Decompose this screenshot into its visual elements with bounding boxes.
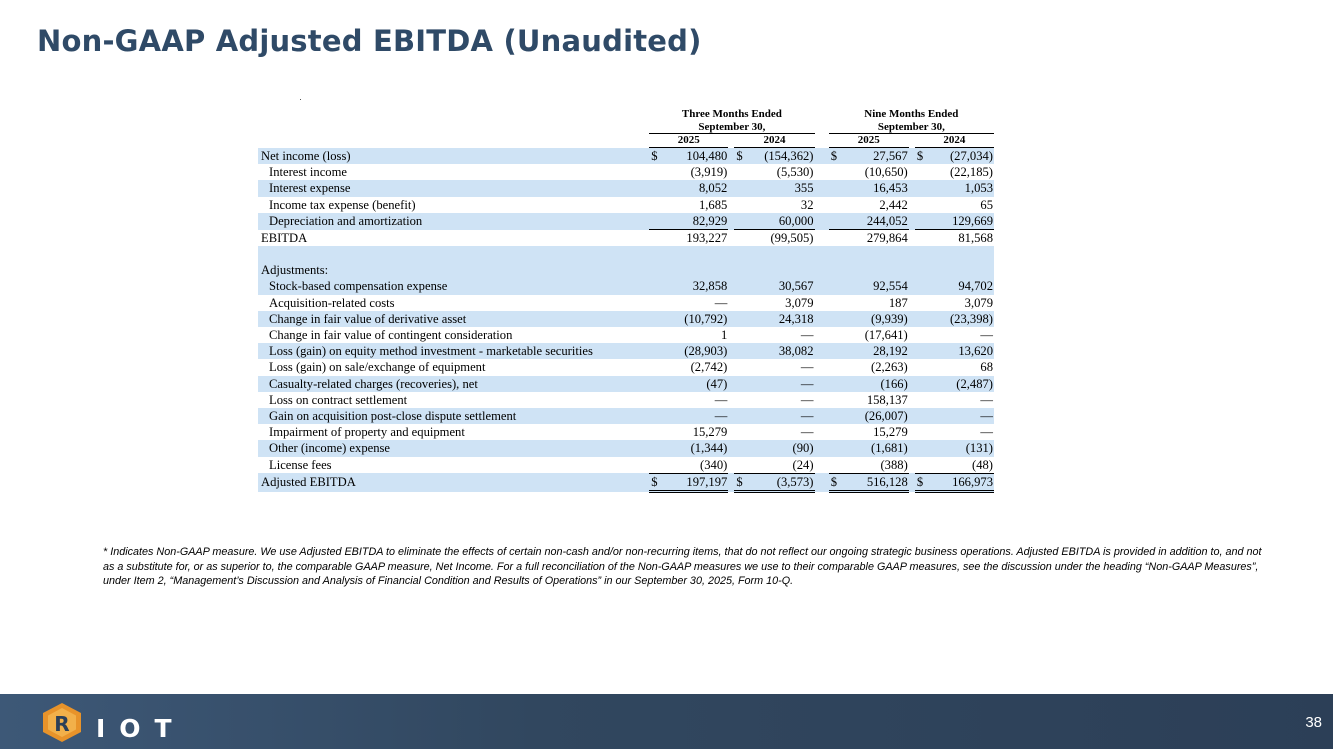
- table-row: [258, 343, 994, 359]
- table-row: [258, 457, 994, 474]
- currency-symbol: [649, 213, 661, 230]
- table-row: [258, 473, 994, 491]
- currency-symbol: [915, 440, 927, 456]
- table-row: [258, 180, 994, 196]
- table-row: [258, 278, 994, 294]
- cell-value: (10,792): [661, 311, 728, 327]
- row-label: Depreciation and amortization: [258, 213, 649, 230]
- riot-hexagon-icon: [40, 702, 84, 742]
- currency-symbol: [829, 180, 841, 196]
- stray-dot: [300, 99, 301, 100]
- cell-value: 1: [721, 328, 728, 343]
- currency-symbol: [829, 164, 841, 180]
- currency-symbol: [649, 343, 661, 359]
- cell-value: 3,079: [785, 295, 814, 310]
- currency-symbol: [734, 295, 746, 311]
- currency-symbol: [915, 262, 927, 278]
- cell-value: —: [800, 425, 814, 440]
- cell-value: [841, 262, 909, 278]
- currency-symbol: [829, 408, 841, 424]
- cell-value: (99,505): [770, 231, 814, 246]
- cell-value: 15,279: [692, 425, 728, 440]
- nine-months-header-line2: September 30,: [829, 121, 994, 134]
- table-row: [258, 327, 994, 343]
- currency-symbol: [829, 343, 841, 359]
- cell-value: 8,052: [661, 180, 728, 196]
- currency-symbol: $: [915, 148, 927, 165]
- cell-value: (2,742): [690, 360, 728, 375]
- row-label: Change in fair value of derivative asset: [258, 311, 649, 327]
- cell-value: (3,573): [747, 473, 815, 491]
- cell-value: —: [980, 425, 993, 440]
- currency-symbol: [649, 311, 661, 327]
- cell-value: —: [800, 360, 814, 375]
- cell-value: 28,192: [841, 343, 909, 359]
- currency-symbol: [829, 376, 841, 392]
- currency-symbol: [649, 262, 661, 278]
- table-row: [258, 262, 994, 278]
- cell-value: (22,185): [949, 165, 993, 180]
- cell-value: 16,453: [841, 180, 909, 196]
- currency-symbol: [649, 278, 661, 294]
- currency-symbol: $: [734, 473, 746, 491]
- currency-symbol: [734, 230, 746, 247]
- currency-symbol: [649, 295, 661, 311]
- currency-symbol: [829, 440, 841, 456]
- year-header: 2024: [915, 134, 994, 148]
- cell-value: 27,567: [841, 148, 909, 165]
- currency-symbol: [649, 457, 661, 474]
- cell-value: —: [980, 392, 993, 407]
- currency-symbol: [915, 359, 927, 375]
- currency-symbol: [649, 180, 661, 196]
- cell-value: (166): [841, 376, 909, 392]
- currency-symbol: [649, 230, 661, 247]
- cell-value: —: [661, 408, 728, 424]
- currency-symbol: [915, 230, 927, 247]
- currency-symbol: [915, 327, 927, 343]
- currency-symbol: [915, 376, 927, 392]
- cell-value: 30,567: [747, 278, 815, 294]
- year-header: 2025: [829, 134, 909, 148]
- table-row: [258, 148, 994, 165]
- currency-symbol: [829, 278, 841, 294]
- cell-value: (1,681): [841, 440, 909, 456]
- cell-value: 81,568: [958, 231, 993, 246]
- year-header: 2025: [649, 134, 728, 148]
- cell-value: (2,487): [927, 376, 994, 392]
- currency-symbol: [915, 164, 927, 180]
- cell-value: (28,903): [661, 343, 728, 359]
- riot-logo: [40, 702, 186, 743]
- currency-symbol: [915, 408, 927, 424]
- cell-value: —: [800, 392, 814, 407]
- cell-value: —: [747, 408, 815, 424]
- cell-value: [747, 262, 815, 278]
- cell-value: (3,919): [690, 165, 728, 180]
- cell-value: —: [927, 408, 994, 424]
- currency-symbol: [734, 213, 746, 230]
- cell-value: 516,128: [841, 473, 909, 491]
- nine-months-header-line1: Nine Months Ended: [864, 108, 959, 120]
- cell-value: (9,939): [841, 311, 909, 327]
- cell-value: (90): [747, 440, 815, 456]
- row-label: EBITDA: [261, 230, 308, 245]
- table-row: [258, 359, 994, 375]
- table-row: [258, 376, 994, 392]
- currency-symbol: [829, 327, 841, 343]
- currency-symbol: [734, 164, 746, 180]
- currency-symbol: $: [649, 473, 661, 491]
- currency-symbol: [649, 359, 661, 375]
- table-row: [258, 230, 994, 247]
- currency-symbol: [734, 343, 746, 359]
- logo-wordmark: IOT: [96, 714, 186, 743]
- row-label: Interest expense: [258, 180, 649, 196]
- cell-value: 355: [747, 180, 815, 196]
- cell-value: (23,398): [927, 311, 994, 327]
- cell-value: 15,279: [873, 425, 908, 440]
- currency-symbol: [649, 392, 661, 408]
- cell-value: 129,669: [927, 213, 994, 230]
- cell-value: 1,053: [927, 180, 994, 196]
- currency-symbol: [734, 376, 746, 392]
- cell-value: 65: [980, 197, 993, 212]
- currency-symbol: [829, 359, 841, 375]
- ebitda-reconciliation-table: [258, 108, 994, 493]
- row-label: Loss (gain) on equity method investment - marketable securities: [258, 343, 649, 359]
- currency-symbol: [649, 197, 661, 213]
- cell-value: 60,000: [747, 213, 815, 230]
- row-label: Net income (loss): [258, 148, 649, 165]
- currency-symbol: [915, 457, 927, 474]
- currency-symbol: [829, 295, 841, 311]
- cell-value: (10,650): [864, 165, 908, 180]
- cell-value: 244,052: [841, 213, 909, 230]
- currency-symbol: [829, 197, 841, 213]
- currency-symbol: [734, 440, 746, 456]
- cell-value: (27,034): [927, 148, 994, 165]
- currency-symbol: [915, 180, 927, 196]
- currency-symbol: [649, 440, 661, 456]
- three-months-header-line1: Three Months Ended: [681, 108, 782, 120]
- currency-symbol: [649, 376, 661, 392]
- currency-symbol: [734, 392, 746, 408]
- table-row: [258, 408, 994, 424]
- currency-symbol: [829, 392, 841, 408]
- cell-value: 104,480: [661, 148, 728, 165]
- cell-value: [661, 262, 728, 278]
- cell-value: 24,318: [747, 311, 815, 327]
- year-header: 2024: [734, 134, 814, 148]
- cell-value: (154,362): [747, 148, 815, 165]
- currency-symbol: [915, 311, 927, 327]
- currency-symbol: [915, 392, 927, 408]
- row-label: Adjusted EBITDA: [258, 473, 649, 491]
- cell-value: 197,197: [661, 473, 728, 491]
- currency-symbol: [829, 457, 841, 474]
- currency-symbol: $: [915, 473, 927, 491]
- table-row: [258, 424, 994, 440]
- cell-value: 38,082: [747, 343, 815, 359]
- cell-value: 158,137: [866, 392, 908, 407]
- cell-value: 2,442: [879, 197, 908, 212]
- cell-value: (5,530): [776, 165, 814, 180]
- row-label: Income tax expense (benefit): [269, 197, 416, 212]
- currency-symbol: $: [829, 473, 841, 491]
- cell-value: —: [714, 392, 728, 407]
- currency-symbol: [734, 408, 746, 424]
- cell-value: (2,263): [871, 360, 908, 375]
- cell-value: (24): [747, 457, 815, 474]
- table-body: [258, 148, 994, 492]
- cell-value: (47): [661, 376, 728, 392]
- row-label: Gain on acquisition post-close dispute settlement: [258, 408, 649, 424]
- currency-symbol: [734, 327, 746, 343]
- row-label: Stock-based compensation expense: [258, 278, 649, 294]
- currency-symbol: [915, 424, 927, 440]
- non-gaap-footnote: * Indicates Non-GAAP measure. We use Adjusted EBITDA to eliminate the effects of certain non-cash and/or non-recurring items, that do not reflect our ongoing strategic business operations. Adjusted EBITDA is provided in addition to, and not as a substitute for, or as superior to, the comparable GAAP measure, Net Income. For a full reconciliation of the Non-GAAP measures we use to their comparable GAAP measures, see the discussion under the heading “Non-GAAP Measures”, under Item 2, “Management’s Discussion and Analysis of Financial Condition and Results of Operations” in our September 30, 2025, Form 10-Q.: [103, 546, 1262, 588]
- cell-value: 3,079: [964, 295, 993, 310]
- row-label: Loss (gain) on sale/exchange of equipment: [269, 360, 486, 375]
- cell-value: 68: [980, 360, 993, 375]
- currency-symbol: [915, 197, 927, 213]
- cell-value: —: [980, 328, 993, 343]
- cell-value: 187: [888, 295, 908, 310]
- currency-symbol: [734, 311, 746, 327]
- cell-value: (388): [841, 457, 909, 474]
- row-label: Acquisition-related costs: [269, 295, 395, 310]
- row-label: Casualty-related charges (recoveries), net: [258, 376, 649, 392]
- row-label: Loss on contract settlement: [269, 392, 408, 407]
- cell-value: —: [800, 328, 814, 343]
- row-label: Interest income: [269, 165, 347, 180]
- cell-value: (340): [661, 457, 728, 474]
- currency-symbol: [649, 408, 661, 424]
- currency-symbol: $: [829, 148, 841, 165]
- row-label: Adjustments:: [258, 262, 649, 278]
- currency-symbol: [829, 311, 841, 327]
- currency-symbol: $: [649, 148, 661, 165]
- row-label: License fees: [269, 457, 332, 472]
- currency-symbol: [734, 424, 746, 440]
- currency-symbol: [649, 164, 661, 180]
- cell-value: [927, 262, 994, 278]
- row-label: Other (income) expense: [258, 440, 649, 456]
- cell-value: 1,685: [698, 197, 728, 212]
- cell-value: 94,702: [927, 278, 994, 294]
- cell-value: (17,641): [864, 328, 908, 343]
- currency-symbol: [915, 343, 927, 359]
- cell-value: (48): [927, 457, 994, 474]
- page-number: 38: [1305, 714, 1322, 731]
- slide-title: Non-GAAP Adjusted EBITDA (Unaudited): [37, 24, 702, 58]
- table-row: [258, 164, 994, 180]
- currency-symbol: [734, 278, 746, 294]
- cell-value: (131): [927, 440, 994, 456]
- table-row: [258, 440, 994, 456]
- cell-value: 193,227: [686, 231, 728, 246]
- currency-symbol: [734, 197, 746, 213]
- currency-symbol: [649, 424, 661, 440]
- currency-symbol: [734, 180, 746, 196]
- table-row: [258, 392, 994, 408]
- currency-symbol: [649, 327, 661, 343]
- cell-value: 32,858: [661, 278, 728, 294]
- cell-value: 82,929: [661, 213, 728, 230]
- row-label: Change in fair value of contingent consideration: [269, 328, 513, 343]
- spacer-row: [258, 246, 994, 262]
- table-row: [258, 295, 994, 311]
- three-months-header-line2: September 30,: [649, 121, 814, 134]
- cell-value: (1,344): [661, 440, 728, 456]
- cell-value: 279,864: [866, 231, 908, 246]
- currency-symbol: [829, 424, 841, 440]
- currency-symbol: $: [734, 148, 746, 165]
- currency-symbol: [915, 295, 927, 311]
- cell-value: 92,554: [841, 278, 909, 294]
- row-label: Impairment of property and equipment: [269, 425, 465, 440]
- table-row: [258, 213, 994, 230]
- cell-value: 166,973: [927, 473, 994, 491]
- cell-value: 32: [800, 197, 814, 212]
- currency-symbol: [734, 359, 746, 375]
- currency-symbol: [734, 457, 746, 474]
- cell-value: (26,007): [841, 408, 909, 424]
- currency-symbol: [915, 213, 927, 230]
- footer-bar: [0, 694, 1333, 749]
- logo-letter: R: [54, 712, 70, 736]
- currency-symbol: [829, 262, 841, 278]
- cell-value: 13,620: [927, 343, 994, 359]
- table-row: [258, 311, 994, 327]
- currency-symbol: [734, 262, 746, 278]
- cell-value: —: [714, 295, 728, 310]
- cell-value: —: [747, 376, 815, 392]
- currency-symbol: [915, 278, 927, 294]
- currency-symbol: [829, 230, 841, 247]
- currency-symbol: [829, 213, 841, 230]
- table-row: [258, 197, 994, 213]
